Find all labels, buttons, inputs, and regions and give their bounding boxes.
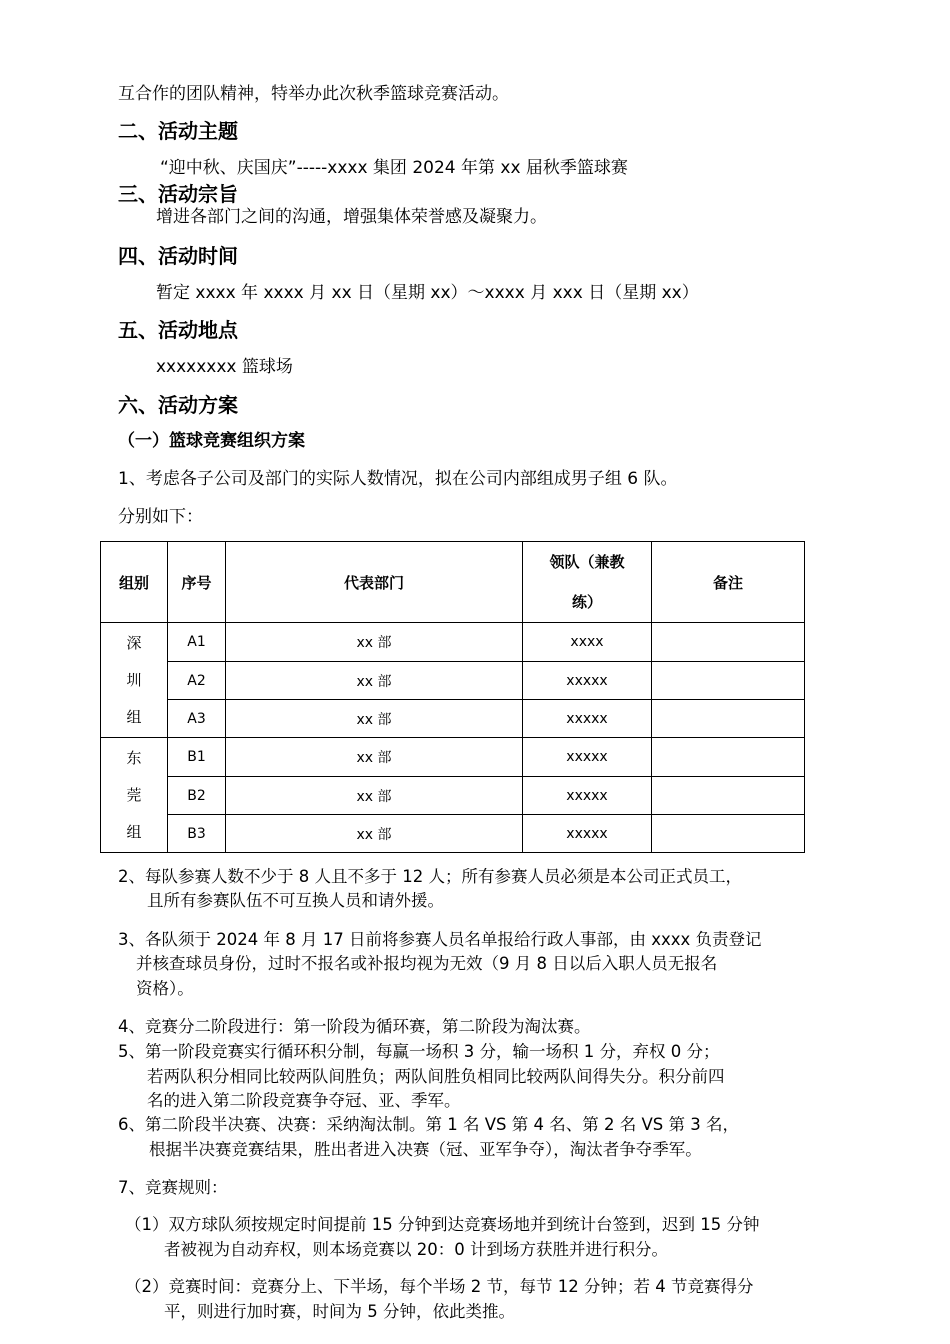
leader-cell: xxxxx [523, 738, 652, 777]
group-name-dongguan [101, 738, 168, 853]
leader-cell: xxxxx [523, 815, 652, 853]
seq-cell: B3 [168, 815, 226, 853]
place-text: xxxxxxxx 篮球场 [156, 357, 293, 377]
leader-cell: xxxxx [523, 777, 652, 815]
purpose-text: 增进各部门之间的沟通，增强集体荣誉感及凝聚力。 [156, 207, 547, 227]
rule-1-line-1: （1）双方球队须按规定时间提前 15 分钟到达竞赛场地并到统计台签到，迟到 15 分钟 [125, 1215, 760, 1234]
table-row [101, 815, 805, 853]
rule-1-line-2: 者被视为自动弃权，则本场竞赛以 20：0 计到场方获胜并进行积分。 [164, 1240, 668, 1259]
heading-time: 四、活动时间 [118, 244, 238, 268]
item-6-line-1: 6、第二阶段半决赛、决赛：采纳淘汰制。第 1 名 VS 第 4 名、第 2 名 VS 第 3 名， [118, 1115, 739, 1134]
note-cell [652, 662, 805, 700]
dept-cell: xx 部 [226, 815, 523, 853]
theme-text: “迎中秋、庆国庆”-----xxxx 集团 2024 年第 xx 届秋季篮球赛 [160, 158, 628, 178]
item-2-line-1: 2、每队参赛人数不少于 8 人且不多于 12 人；所有参赛人员必须是本公司正式员工， [118, 867, 742, 886]
item-1-b: 分别如下： [118, 507, 203, 527]
item-5-line-2: 若两队积分相同比较两队间胜负；两队间胜负相同比较两队间得失分。积分前四 [147, 1067, 725, 1086]
group-char: 圳 [126, 670, 142, 689]
time-text: 暂定 xxxx 年 xxxx 月 xx 日（星期 xx）～xxxx 月 xxx 日（星期 xx） [156, 283, 699, 303]
item-1: 1、考虑各子公司及部门的实际人数情况，拟在公司内部组成男子组 6 队。 [118, 469, 678, 489]
group-char: 深 [126, 633, 142, 652]
seq-cell: A1 [168, 623, 226, 662]
header-leader-line2: 练） [571, 593, 602, 611]
dept-cell: xx 部 [226, 777, 523, 815]
table-row [101, 700, 805, 738]
item-2-line-2: 且所有参赛队伍不可互换人员和请外援。 [147, 891, 444, 910]
header-group: 组别 [101, 542, 168, 623]
item-3-line-2: 并核查球员身份，过时不报名或补报均视为无效（9 月 8 日以后入职人员无报名 [136, 954, 718, 973]
item-5-line-1: 5、第一阶段竞赛实行循环积分制，每赢一场积 3 分，输一场积 1 分，弃权 0 分； [118, 1042, 720, 1061]
subheading-plan: （一）篮球竞赛组织方案 [118, 431, 305, 451]
table-row [101, 777, 805, 815]
table-row [101, 738, 805, 777]
leader-cell: xxxx [523, 623, 652, 662]
leader-cell: xxxxx [523, 700, 652, 738]
heading-plan: 六、活动方案 [118, 393, 238, 417]
seq-cell: A3 [168, 700, 226, 738]
header-leader [523, 542, 652, 623]
item-6-line-2: 根据半决赛竞赛结果，胜出者进入决赛（冠、亚军争夺），淘汰者争夺季军。 [149, 1140, 702, 1159]
item-5-line-3: 名的进入第二阶段竞赛争夺冠、亚、季军。 [147, 1091, 461, 1110]
group-char: 组 [126, 822, 142, 841]
table-row [101, 662, 805, 700]
header-dept: 代表部门 [226, 542, 523, 623]
dept-cell: xx 部 [226, 623, 523, 662]
item-4: 4、竞赛分二阶段进行：第一阶段为循环赛，第二阶段为淘汰赛。 [118, 1017, 591, 1036]
item-7: 7、竞赛规则： [118, 1178, 228, 1197]
item-3-line-3: 资格）。 [136, 979, 194, 998]
leader-cell: xxxxx [523, 662, 652, 700]
heading-theme: 二、活动主题 [118, 119, 238, 143]
note-cell [652, 700, 805, 738]
dept-cell: xx 部 [226, 662, 523, 700]
note-cell [652, 738, 805, 777]
dept-cell: xx 部 [226, 738, 523, 777]
header-note: 备注 [652, 542, 805, 623]
heading-purpose: 三、活动宗旨 [118, 182, 238, 206]
group-name-shenzhen [101, 623, 168, 738]
note-cell [652, 623, 805, 662]
group-char: 莞 [126, 785, 142, 804]
header-seq: 序号 [168, 542, 226, 623]
note-cell [652, 777, 805, 815]
note-cell [652, 815, 805, 853]
seq-cell: A2 [168, 662, 226, 700]
dept-cell: xx 部 [226, 700, 523, 738]
seq-cell: B1 [168, 738, 226, 777]
table-header-row [101, 542, 805, 623]
intro-tail: 互合作的团队精神，特举办此次秋季篮球竞赛活动。 [118, 84, 509, 104]
item-3-line-1: 3、各队须于 2024 年 8 月 17 日前将参赛人员名单报给行政人事部，由 xxxx 负责登记 [118, 930, 762, 949]
seq-cell: B2 [168, 777, 226, 815]
header-leader-line1: 领队（兼教 [549, 553, 625, 571]
group-char: 组 [126, 707, 142, 726]
heading-place: 五、活动地点 [118, 318, 238, 342]
team-table [100, 541, 805, 853]
rule-2-line-1: （2）竞赛时间：竞赛分上、下半场，每个半场 2 节，每节 12 分钟；若 4 节竞赛得分 [125, 1277, 754, 1296]
table-row [101, 623, 805, 662]
rule-2-line-2: 平，则进行加时赛，时间为 5 分钟，依此类推。 [164, 1302, 515, 1321]
group-char: 东 [126, 748, 142, 767]
